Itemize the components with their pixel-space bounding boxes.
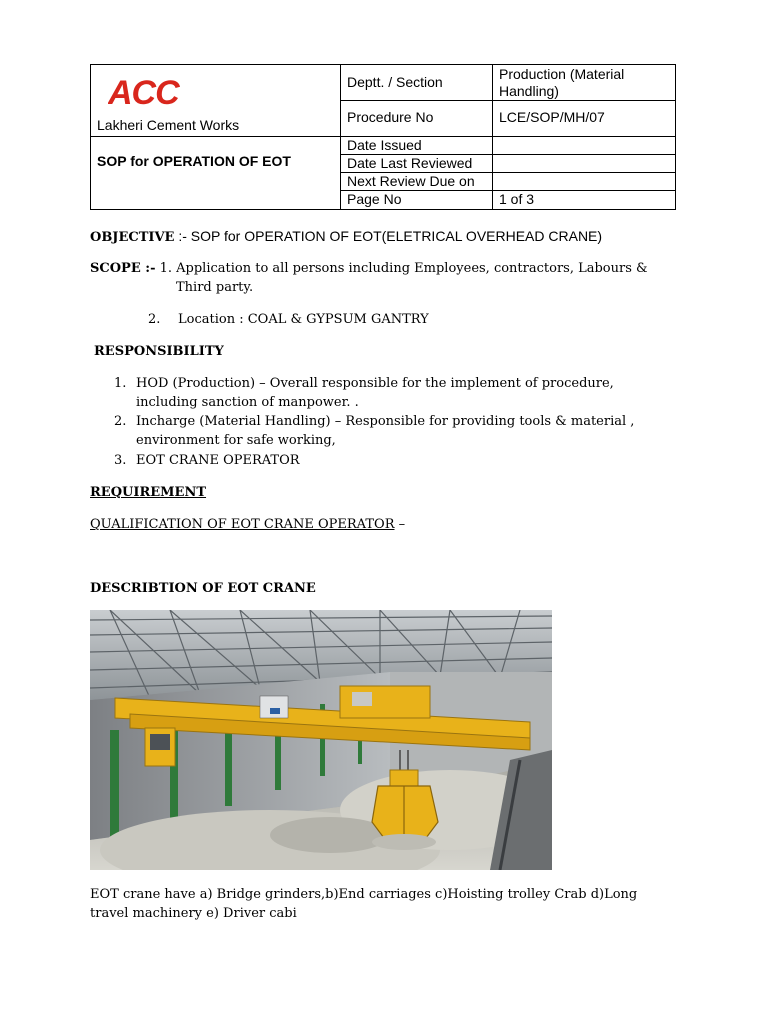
scope-item1-line1: 1. Application to all persons including Employees, contractors, Labours & [155,261,648,276]
scope-line [90,260,648,278]
qualification-heading: QUALIFICATION OF EOT CRANE OPERATOR [90,517,395,532]
dept-label: Deptt. / Section [347,74,443,90]
requirement-heading: REQUIREMENT [90,485,207,500]
caption-line2: travel machinery e) Driver cabi [90,906,297,921]
page-no-value: 1 of 3 [499,191,535,207]
caption-line1: EOT crane have a) Bridge grinders,b)End carriages c)Hoisting trolley Crab d)Long [90,887,638,902]
next-review-label: Next Review Due on [347,173,475,189]
responsibility-item-line2: including sanction of manpower. . [136,395,359,410]
responsibility-item-num: 1. [114,376,127,391]
objective-text: :- SOP for OPERATION OF EOT(ELETRICAL OVERHEAD CRANE) [174,228,603,244]
scope-item2-num: 2. [148,312,161,327]
responsibility-item-line2: environment for safe working, [136,433,336,448]
responsibility-item-line1: HOD (Production) – Overall responsible for the implement of procedure, [136,376,614,391]
responsibility-item-num: 3. [114,453,127,468]
scope-label: SCOPE :- [90,261,156,276]
dept-value-line1: Production (Material [499,66,625,82]
page-no-label: Page No [347,191,402,207]
description-heading: DESCRIBTION OF EOT CRANE [90,581,316,596]
responsibility-item-num: 2. [114,414,127,429]
scope-item1-line2: Third party. [176,280,254,295]
works-name: Lakheri Cement Works [97,117,240,133]
objective-line [90,227,602,247]
procedure-label: Procedure No [347,109,434,125]
responsibility-heading: RESPONSIBILITY [94,344,224,359]
procedure-value: LCE/SOP/MH/07 [499,109,605,125]
date-issued-label: Date Issued [347,137,422,153]
acc-logo [108,74,194,108]
column-divider [340,65,341,209]
acc-logo-text: ACC [108,74,179,108]
objective-label: OBJECTIVE [90,230,175,245]
qualification-line [90,516,405,534]
eot-crane-photo [90,610,552,870]
dept-value-line2: Handling) [499,83,559,99]
responsibility-item-line1: EOT CRANE OPERATOR [136,453,300,468]
row-divider [340,100,675,101]
column-divider [492,65,493,209]
responsibility-item-line1: Incharge (Material Handling) – Responsible for providing tools & material , [136,414,635,429]
scope-item2-text: Location : COAL & GYPSUM GANTRY [178,312,429,327]
qualification-suffix: – [394,517,406,532]
date-last-reviewed-label: Date Last Reviewed [347,155,473,171]
sop-title: SOP for OPERATION OF EOT [97,153,291,169]
